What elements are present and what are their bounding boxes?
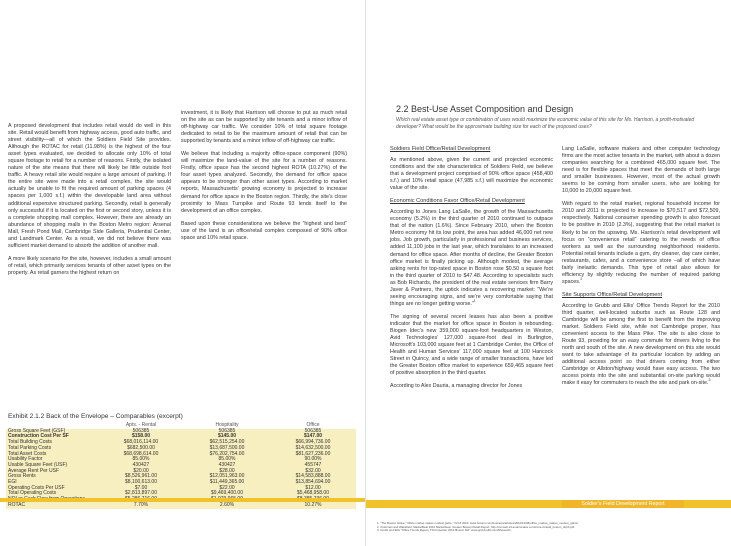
table-cell: $68,016,114.00	[123, 439, 159, 446]
row-label: Total Building Costs	[8, 439, 52, 446]
footnote: 1. "The Boston Globe." Office market makes modest gains." Oct 8 2010. www.boston.com/business/articles/2010/10/08/office_market_makes_modest_gains/.	[377, 521, 579, 525]
table-cell: $12,051,963.00	[209, 473, 245, 480]
row-label: EGI	[8, 479, 17, 486]
subheading: Soldiers Field Office/Retail Development	[390, 146, 491, 152]
table-cell: $145.00	[217, 433, 237, 440]
table-cell: $8,100,613.00	[125, 479, 157, 486]
table-cell: $20.00	[133, 467, 149, 474]
table-cell: 85.00%	[218, 456, 236, 463]
table-cell: $68,698,614.00	[123, 450, 159, 457]
footnote-marker: 1	[473, 299, 476, 304]
table-cell: 430427	[132, 461, 150, 468]
section-title: 2.2 Best-Use Asset Composition and Design	[396, 104, 574, 114]
row-label: Gross Square Feet (GSF)	[8, 427, 66, 434]
table-cell: $28.00	[219, 467, 235, 474]
right-column-2	[562, 146, 720, 393]
table-cell: $682,500.00	[127, 444, 155, 451]
left-page	[0, 0, 365, 546]
row-label: Total Parking Costs	[8, 444, 52, 451]
table-cell: 430427	[218, 461, 236, 468]
table-cell: $158.00	[131, 433, 151, 440]
paragraph: The signing of several recent leases has also been a positive indicator that the market for office space in Boston is rebounding. Biogen Idec’s new 359,000 square-foot headquarters in Weston, Avid Technologies’ 127,000 square-foot deal in Burlington, Microsoft’s 103,000 square feet at 1 Cambridge Center, the Office of Health and Human Services’ 117,000 square feet at 100 Hancock Street in Quincy, and a wide range of smaller transactions, have led the Greater Boston office market to experience 659,465 square feet of positive absorption in the third quarter.	[390, 313, 553, 377]
row-label: Gross Rents	[8, 473, 36, 480]
table-cell: 10.27%	[304, 501, 322, 508]
paragraph-text: According to Grubb and Ellis’ Office Trends Report for the 2010 third quarter, well-located suburbs such as Route 128 and Cambridge will be among the first to benefit from the improving market. Soldiers Field site, while not Cambridge proper, has convenient access to the Mass Pike. The site is also close to Route 93, providing for an easy commute for drivers living to the north and south of the site. A new development on this site would want to take advantage of its particular location by adding an additional access point so that drivers coming from either Cambridge or Allston/highway would have easy access. The two access points into the site and substantial on-site parking would make it easy for commuters to reach the site and park on-site.	[562, 302, 720, 387]
left-column-2	[181, 110, 347, 248]
table-header: Office	[306, 422, 320, 428]
table-cell: $7.00	[134, 484, 148, 491]
right-column-1	[390, 146, 553, 396]
left-column-1	[8, 123, 171, 283]
row-label: ROTAC	[8, 501, 26, 508]
table-cell: $8,526,961.00	[125, 473, 157, 480]
table-row	[6, 503, 356, 509]
table-cell: $76,202,754.00	[209, 450, 245, 457]
row-label: Usability Factor	[8, 456, 43, 463]
table-cell: $22.00	[219, 484, 235, 491]
row-label: Average Rent Per USF	[8, 467, 60, 474]
paragraph	[562, 303, 720, 388]
table-cell: $11,449,365.00	[209, 479, 245, 486]
right-page	[366, 0, 731, 546]
table-cell: 506385	[304, 427, 322, 434]
subheading: Economic Conditions Favor Office/Retail Development	[390, 198, 525, 205]
table-body	[6, 429, 356, 509]
paragraph	[390, 209, 553, 308]
paragraph	[562, 201, 720, 286]
footer-label: Soldier's Field Development Report	[562, 500, 684, 508]
exhibit-table	[6, 423, 356, 509]
footer-rule	[0, 498, 365, 502]
table-cell: $14,632,500.00	[295, 444, 331, 451]
row-label: Total Operating Costs	[8, 490, 57, 497]
table-cell: 455747	[304, 461, 322, 468]
paragraph: According to Alex Dauria, a managing director for Jones	[390, 383, 523, 390]
subheading: Site Supports Office/Retail Development	[562, 291, 663, 298]
table-cell: $81,627,236.00	[295, 450, 331, 457]
table-cell: $62,515,254.00	[209, 439, 245, 446]
table-cell: 85.00%	[132, 456, 150, 463]
table-cell: $13,854,694.00	[295, 479, 331, 486]
paragraph: investment, it is likely that Harrison will choose to put as much retail on the site as can be supported by site tenants and a minor inflow of off-highway car traffic. We consider 10% of total square footage dedicated to retail to be the maximum amount of retail that can be supported by tenants and a minor inflow of off-highway car traffic.	[181, 110, 347, 145]
paragraph: We believe that including a majority office-space component (90%) will maximize the land-value of the site for a number of reasons. Firstly, office space has the second highest ROTA (10.27%) of the four asset types analyzed. Secondly, the demand for office space appears to be stronger than other asset types. According to market reports, Massachusetts' growing economy is projected to increase demand for office space in the Boston region. Thirdly, the site's close proximity to Mass Turnpike and Route 93 lends itself to the development of an office complex.	[181, 151, 347, 214]
section-subtitle: Which real estate asset type or combination of uses would maximize the economic value of this site for Ms. Harrison, a profit-motivated developer? What would be the approximate building size for each of the proposed uses?	[396, 117, 695, 130]
row-label: Total Asset Costs	[8, 450, 47, 457]
paragraph: As mentioned above, given the current and projected economic conditions and the site characteristics of Soldiers Field, we believe that a development project comprised of 90% office space (458,400 s.f.) and 10% retail space (47,985 s.f.) will maximize the economic value of the site.	[390, 157, 553, 192]
table-cell: $147.00	[303, 433, 323, 440]
row-label: Usable Square Feet (USF)	[8, 461, 68, 468]
paragraph: Based upon these considerations we believe the “highest and best” use of the land is an office/retail complex composed of 90% office space and 10% retail space.	[181, 220, 347, 241]
paragraph-text: With regard to the retail market, regional household income for 2010 and 2011 is projected to increase to $70,517 and $72,509, respectively. National consumer spending growth is also forecast to be positive in 2010 (2.3%), suggesting that the retail market is likely to be on the upswing. Ms. Harrison’s retail development will focus on “convenience retail” catering to the needs of office workers as well as the surrounding neighborhood residents. Potential retail tenants include a gym, dry cleaner, day care center, restaurants, cafes, and a convenience store –all of which have fairly inelastic demands. This type of retail also allows for efficiency by slightly reducing the number of required parking spaces.	[562, 201, 720, 285]
paragraph: Lang LaSalle, software makers and other computer technology firms are the most active tenants in the market, with about a dozen companies searching for a combined 465,000 square feet. The need is for flexible spaces that meet the demands of both large and smaller businesses. However, most of the actual growth seems to be coming from smaller users, who are looking for 10,000 to 20,000 square feet.	[562, 146, 720, 195]
table-cell: $14,583,888.00	[295, 473, 331, 480]
table-cell: 506385	[218, 427, 236, 434]
table-cell: 2.60%	[219, 501, 235, 508]
table-cell: $32.00	[305, 467, 321, 474]
table-cell: $12.00	[305, 484, 321, 491]
table-cell: $9,469,400.00	[211, 490, 243, 497]
table-cell: $66,994,736.00	[295, 439, 331, 446]
row-label: Operating Costs Per USF	[8, 484, 65, 491]
footnote-marker: 2	[580, 277, 583, 282]
footnotes	[377, 522, 707, 533]
exhibit-title: Exhibit 2.1.2 Back of the Envelope – Comparables (excerpt)	[8, 413, 183, 420]
table-header: Hospitality	[215, 422, 239, 428]
paragraph: A proposed development that includes retail would do well in this site. Retail would benefit from highway access, good auto traffic, and street visibility—all of which the Soldiers Field Site provides. Although the ROTAC for retail (11.98%) is the highest of the four asset types evaluated, we decided to allocate only 10% of total square footage to retail for a number of reasons. Firstly, the isolated nature of the site means that there will likely be little outside foot traffic. A heavy retail site would require a large amount of parking. If the entire site were made into a retail complex, the site would actually be unable to fit the required amount of parking spaces (4 spaces per 1,000 s.f.) within the developable land area without additional expensive structured parking. Secondly, retail is generally only successful if it is located on the first or second story, unless it is a complete shopping mall complex. However, there are already an abundance of shopping malls in the Boston Metro region: Arsenal Mall, Fresh Pond Mall, Cambridge Side Galleria, Prudential Center, and Landmark Center. As a result, we did not believe there was sufficient market demand to absorb the addition of another mall.	[8, 123, 171, 249]
table-cell: 7.70%	[133, 501, 149, 508]
table-cell: $5,468,958.00	[297, 490, 329, 497]
table-cell: $13,687,500.00	[209, 444, 245, 451]
footnote: 2. Cushman and Wakefield, MarketBeat 2010 Marketbeat: Greater Boston Retail Report. http://cw-web.s3.amazonaws.com/zone-2/retail_boston_3q10.pdf	[377, 524, 575, 529]
paragraph: A more likely scenario for the site, however, includes a small amount of retail, which primarily services tenants of other asset types on the property. As retail garners the highest return on	[8, 255, 171, 276]
footnote-marker: 3	[708, 378, 711, 383]
paragraph-text: According to Jones Lang LaSalle, the growth of the Massachusetts economy (5.2%) in the third quarter of 2010 continued to outpace that of the nation (1.6%). Since February 2010, when the Boston Metro economy hit its low point, the area has added 46,000 net new jobs. Job growth, particularly in professional and business services, added 11,100 jobs in the last year, which translates to an increased demand for office space. After months of decline, the Greater Boston office market is finally picking up. Although modest, the average asking rents for top-rated space in Boston rose $0.50 a square foot in the third quarter of 2010 to $47.48. According to specialists such as Bob Richards, the president of the real estate services firm Barry Javer & Partners, the uptick indicates a recovering market: “We’re seeing encouraging signs, and we’re very comfortable saying that things are no longer getting worse.”	[390, 209, 553, 307]
table-cell: 506385	[132, 427, 150, 434]
table-cell: $2,813,897.00	[125, 490, 157, 497]
table-header: Apts. - Rental	[125, 422, 157, 428]
row-label: Construction Cost Per SF	[8, 433, 69, 440]
footnote: 3. Grubb and Ellis "Office Trends Report, Third Quarter 2010 Boston MA" www.grubb-ellis.com/Research.	[377, 528, 512, 533]
table-cell: 90.00%	[304, 456, 322, 463]
